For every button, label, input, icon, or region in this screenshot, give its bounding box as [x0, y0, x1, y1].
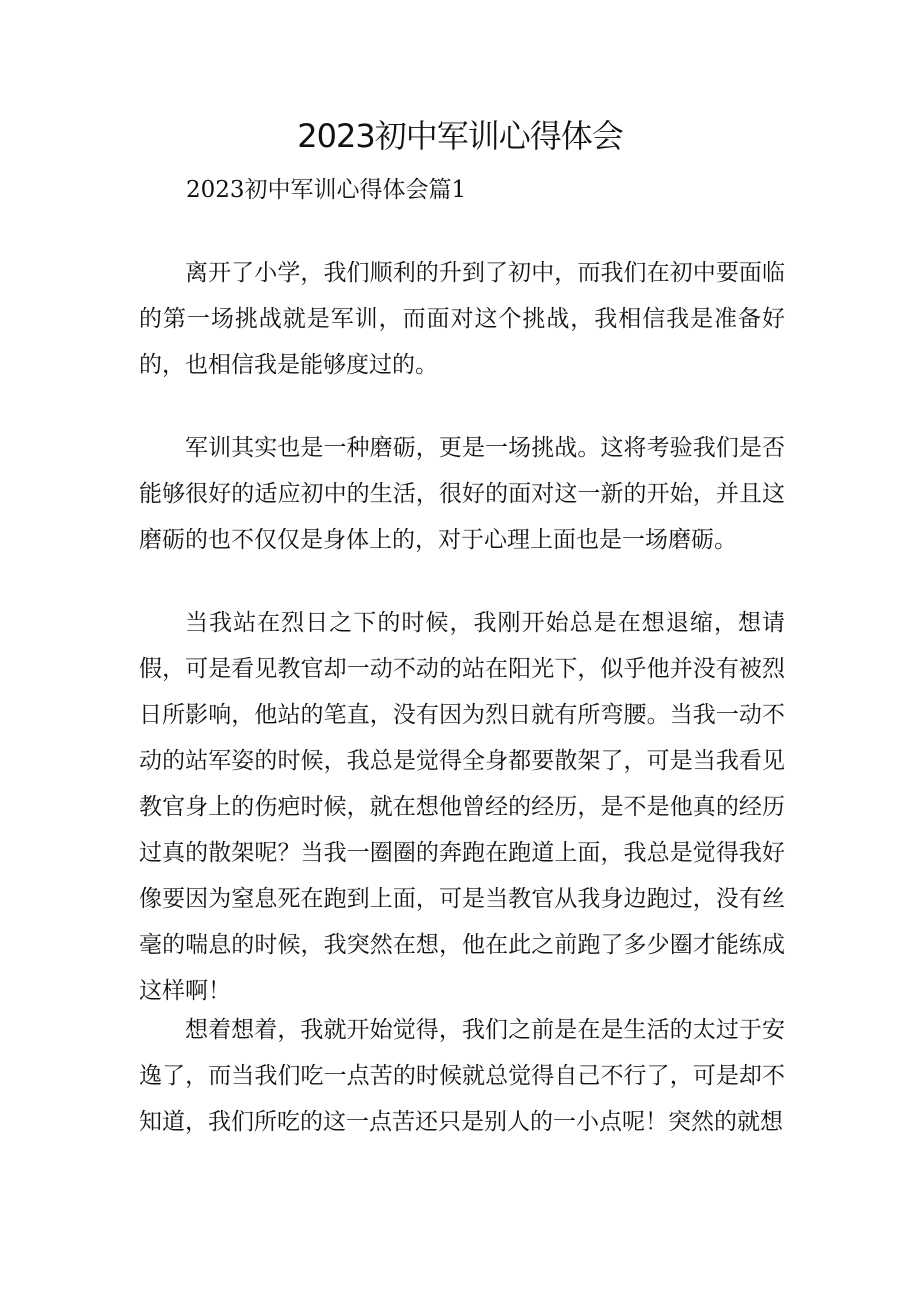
section-heading: 2023初中军训心得体会篇1	[186, 177, 467, 203]
paragraph-4: 想着想着，我就开始觉得，我们之前是在是生活的太过于安逸了，而当我们吃一点苦的时候就总觉得自己不行了，可是却不知道，我们所吃的这一点苦还只是别人的一小点呢！突然的就想	[139, 1017, 785, 1135]
paragraph-1: 离开了小学，我们顺利的升到了初中，而我们在初中要面临的第一场挑战就是军训，而面对这个挑战，我相信我是准备好的，也相信我是能够度过的。	[139, 260, 785, 378]
paragraph-3: 当我站在烈日之下的时候，我刚开始总是在想退缩，想请假，可是看见教官却一动不动的站在阳光下，似乎他并没有被烈日所影响，他站的笔直，没有因为烈日就有所弯腰。当我一动不动的站军姿的时候，我总是觉得全身都要散架了，可是当我看见教官身上的伤疤时候，就在想他曾经的经历，是不是他真的经历过真的散架呢？当我一圈圈的奔跑在跑道上面，我总是觉得我好像要因为窒息死在跑到上面，可是当教官从我身边跑过，没有丝毫的喘息的时候，我突然在想，他在此之前跑了多少圈才能练成这样啊！	[139, 610, 785, 1004]
paragraph-2: 军训其实也是一种磨砺，更是一场挑战。这将考验我们是否能够很好的适应初中的生活，很好的面对这一新的开始，并且这磨砺的也不仅仅是身体上的，对于心理上面也是一场磨砺。	[139, 435, 785, 553]
document-title: 2023初中军训心得体会	[297, 117, 623, 155]
